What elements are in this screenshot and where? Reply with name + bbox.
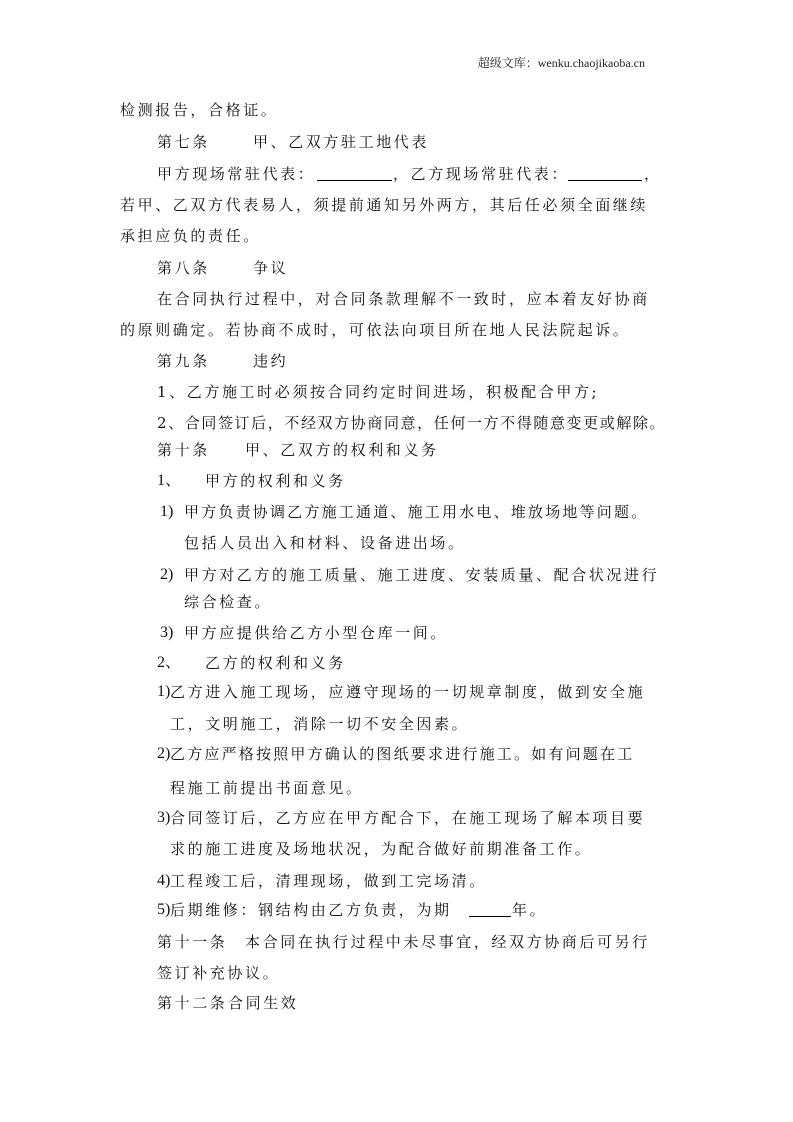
section-number: 1、 xyxy=(157,472,182,489)
item-number: 3) xyxy=(160,624,174,641)
article-number: 第十二条 xyxy=(157,994,228,1012)
item-text: 甲方应提供给乙方小型仓库一间。 xyxy=(184,624,449,642)
item-text: 求的施工进度及场地状况，为配合做好前期准备工作。 xyxy=(170,840,593,858)
section-title: 乙方的权利和义务 xyxy=(205,654,346,672)
paragraph-text: 1、乙方施工时必须按合同约定时间进场，积极配合甲方; xyxy=(157,383,600,401)
item-text: 年。 xyxy=(512,901,548,919)
label-text: 甲方现场常驻代表： xyxy=(157,165,316,183)
item-text: 乙方进入施工现场，应遵守现场的一切规章制度，做到安全施 xyxy=(170,683,646,701)
warranty-years-blank[interactable] xyxy=(469,900,511,917)
article-title: 合同生效 xyxy=(228,994,299,1012)
item-text: 合同签订后，乙方应在甲方配合下，在施工现场了解本项目要 xyxy=(170,809,646,827)
paragraph-text: 签订补充协议。 xyxy=(157,964,281,982)
item-number: 5) xyxy=(157,901,171,918)
paragraph-text: 第十一条 本合同在执行过程中未尽事宜，经双方协商后可另行 xyxy=(157,933,650,951)
item-number: 3) xyxy=(157,809,171,826)
label-text: ，乙方现场常驻代表： xyxy=(393,165,570,183)
article-title: 甲、乙双方驻工地代表 xyxy=(253,133,430,151)
party-a-rep-blank[interactable] xyxy=(317,164,392,181)
item-text: 工，文明施工，消除一切不安全因素。 xyxy=(170,715,470,733)
paragraph-text: 2、合同签订后，不经双方协商同意，任何一方不得随意变更或解除。 xyxy=(157,414,667,432)
item-text: 包括人员出入和材料、设备进出场。 xyxy=(184,534,466,552)
paragraph-text: 的原则确定。若协商不成时，可依法向项目所在地人民法院起诉。 xyxy=(120,321,631,339)
section-number: 2、 xyxy=(157,654,182,671)
article-number: 第九条 xyxy=(157,352,210,370)
item-number: 1) xyxy=(160,503,174,520)
page-header-source: 超级文库：wenku.chaojikaoba.cn xyxy=(477,56,645,70)
item-number: 1) xyxy=(157,683,171,700)
punctuation: ， xyxy=(644,165,662,183)
article-title: 甲、乙双方的权利和义务 xyxy=(245,441,439,459)
article-number: 第八条 xyxy=(157,259,210,277)
paragraph-text: 在合同执行过程中，对合同条款理解不一致时，应本着友好协商 xyxy=(157,290,650,308)
item-text: 后期维修：钢结构由乙方负责，为期 xyxy=(170,901,452,919)
item-number: 4) xyxy=(157,872,171,889)
article-title: 违约 xyxy=(253,352,289,370)
item-text: 甲方对乙方的施工质量、施工进度、安装质量、配合状况进行 xyxy=(184,566,660,584)
item-text: 程施工前提出书面意见。 xyxy=(170,779,364,797)
item-text: 工程竣工后，清理现场，做到工完场清。 xyxy=(170,872,487,890)
article-number: 第七条 xyxy=(157,133,210,151)
article-number: 第十条 xyxy=(157,441,210,459)
party-b-rep-blank[interactable] xyxy=(568,164,642,181)
article-title: 争议 xyxy=(253,259,289,277)
paragraph-text: 承担应负的责任。 xyxy=(120,227,261,245)
section-title: 甲方的权利和义务 xyxy=(205,472,346,490)
item-number: 2) xyxy=(157,745,171,762)
paragraph-text: 检测报告，合格证。 xyxy=(120,101,279,119)
item-text: 乙方应严格按照甲方确认的图纸要求进行施工。如有问题在工 xyxy=(170,745,635,763)
item-number: 2) xyxy=(160,566,174,583)
paragraph-text: 若甲、乙双方代表易人，须提前通知另外两方，其后任必须全面继续 xyxy=(120,196,649,214)
item-text: 甲方负责协调乙方施工通道、施工用水电、堆放场地等问题。 xyxy=(184,503,649,521)
item-text: 综合检查。 xyxy=(184,593,273,611)
